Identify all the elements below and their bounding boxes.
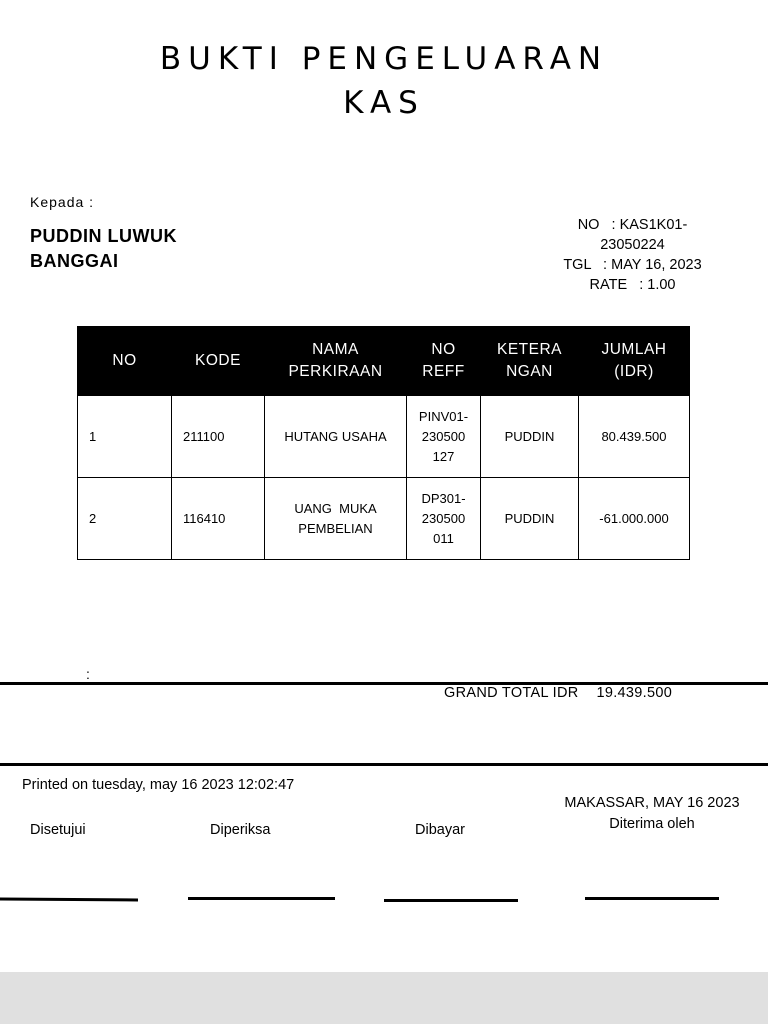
row-no: 1: [78, 396, 172, 478]
place-date-block: [545, 793, 759, 835]
recipient-name-line1: PUDDIN LUWUK: [30, 226, 177, 246]
header-keterangan: [481, 327, 579, 396]
row-keterangan: PUDDIN: [481, 478, 579, 560]
row-jumlah: -61.000.000: [579, 478, 690, 560]
signature-label-dibayar: Dibayar: [415, 822, 465, 838]
signature-label-disetujui: Disetujui: [30, 822, 86, 838]
header-jumlah-line1: JUMLAH: [601, 341, 667, 358]
row-reff-line2: 230500: [421, 428, 466, 444]
recipient-label: Kepada :: [30, 194, 95, 210]
row-no: 2: [78, 478, 172, 560]
grand-total-value: 19.439.500: [596, 685, 673, 701]
voucher-number-line1: NO : KAS1K01-: [577, 217, 688, 233]
recipient-name: [30, 224, 177, 274]
signature-line-diterima: [585, 897, 719, 900]
row-no-reff: [407, 396, 481, 478]
voucher-meta: [520, 215, 745, 295]
header-reff-line1: NO: [431, 341, 456, 358]
signature-line-diperiksa: [188, 897, 335, 900]
header-reff-line2: REFF: [422, 363, 465, 380]
table-header-row: [78, 327, 690, 396]
header-ket-line1: KETERA: [496, 341, 562, 358]
row-no-reff: [407, 478, 481, 560]
row-nama-perkiraan: [265, 478, 407, 560]
row-jumlah: 80.439.500: [579, 396, 690, 478]
signature-line-disetujui: [0, 898, 138, 902]
table-row: [78, 396, 690, 478]
row-reff-line1: PINV01-: [418, 408, 469, 424]
page-bottom-band: [0, 972, 768, 1024]
voucher-number-line2: 23050224: [600, 237, 665, 253]
grand-total: [444, 685, 672, 701]
divider-bottom: [0, 763, 768, 766]
printed-timestamp: Printed on tuesday, may 16 2023 12:02:47: [22, 777, 295, 793]
header-nama-perkiraan: [265, 327, 407, 396]
row-nama-line2: PEMBELIAN: [298, 520, 373, 536]
header-jumlah: [579, 327, 690, 396]
place-date: MAKASSAR, MAY 16 2023: [564, 795, 740, 811]
row-kode: 116410: [172, 478, 265, 560]
voucher-rate: RATE : 1.00: [589, 277, 676, 293]
row-nama-line1: UANG MUKA: [294, 500, 377, 516]
signature-line-dibayar: [384, 899, 518, 902]
recipient-name-line2: BANGGAI: [30, 251, 119, 271]
grand-total-label: GRAND TOTAL IDR: [444, 685, 579, 701]
signature-label-diperiksa: Diperiksa: [210, 822, 271, 838]
voucher-date: TGL : MAY 16, 2023: [563, 257, 702, 273]
terbilang-colon: :: [86, 666, 90, 682]
header-no-reff: [407, 327, 481, 396]
header-no: NO: [78, 327, 172, 396]
row-reff-line1: DP301-: [421, 490, 466, 506]
row-reff-line3: 127: [432, 448, 455, 464]
row-nama-line1: HUTANG USAHA: [284, 428, 387, 444]
signature-label-diterima: Diterima oleh: [609, 816, 695, 832]
document-title-line2: KAS: [343, 85, 425, 121]
header-nama-line1: NAMA: [312, 341, 359, 358]
expense-table: [77, 326, 690, 560]
header-kode: KODE: [172, 327, 265, 396]
header-jumlah-line2: (IDR): [614, 363, 654, 380]
row-keterangan: PUDDIN: [481, 396, 579, 478]
row-reff-line3: 011: [433, 530, 454, 546]
header-nama-line2: PERKIRAAN: [288, 363, 383, 380]
row-nama-perkiraan: [265, 396, 407, 478]
row-reff-line2: 230500: [421, 510, 466, 526]
header-ket-line2: NGAN: [506, 363, 553, 380]
document-title-line1: BUKTI PENGELUARAN: [159, 41, 609, 77]
table-row: [78, 478, 690, 560]
row-kode: 211100: [172, 396, 265, 478]
